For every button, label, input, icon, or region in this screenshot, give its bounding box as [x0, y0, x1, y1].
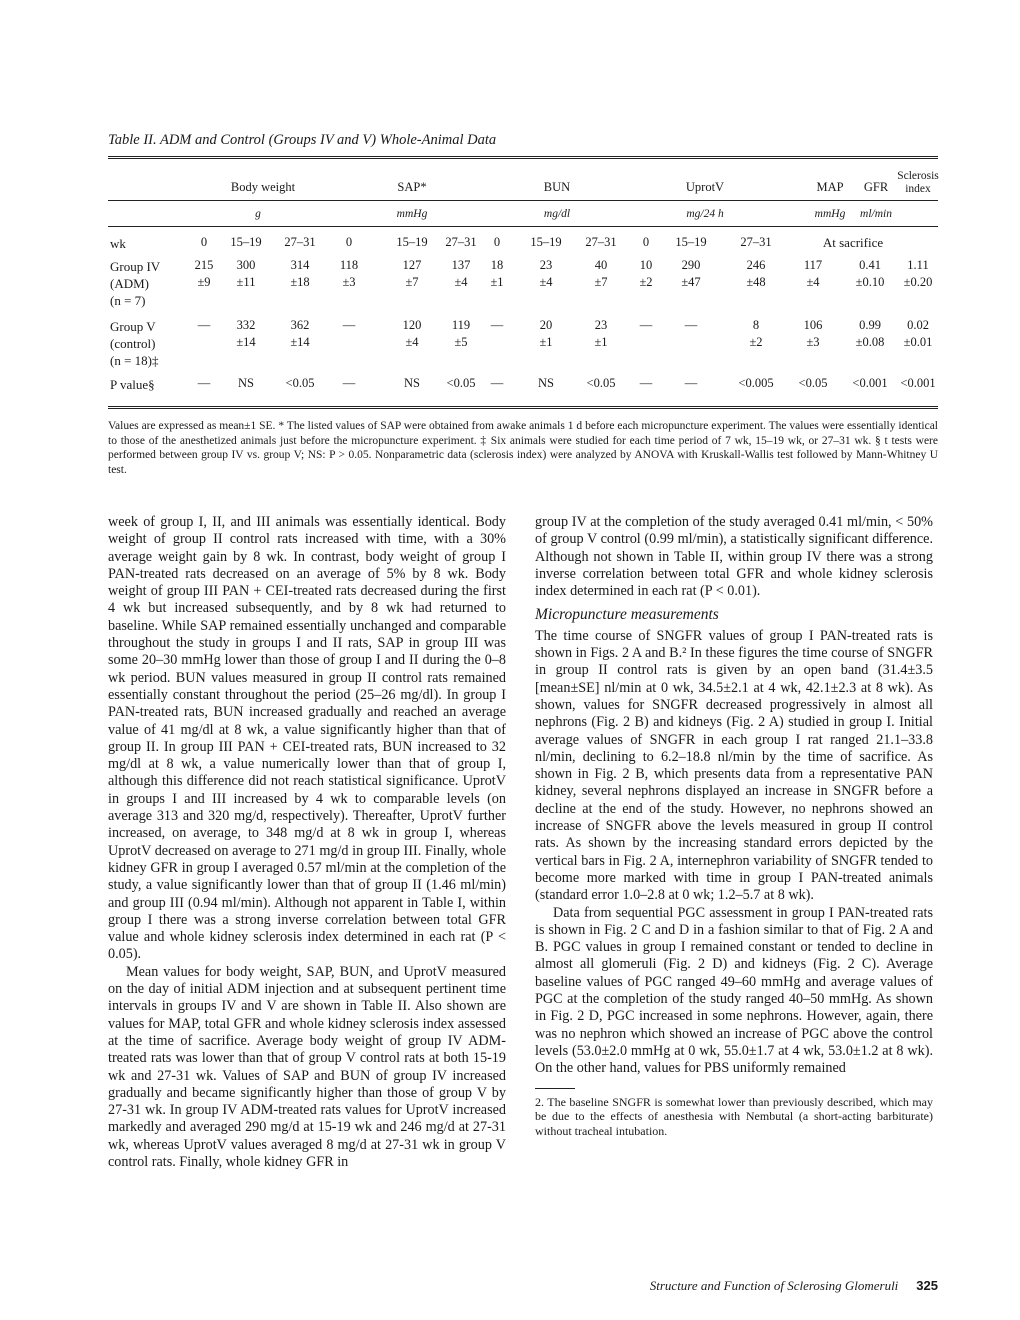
header-map: MAP: [816, 180, 844, 194]
pvalue-cell: NS: [538, 376, 554, 390]
header-body-weight: Body weight: [230, 180, 296, 194]
group-label-line: Group V: [110, 319, 156, 334]
footnote-rule: [535, 1088, 575, 1089]
se-cell: ±1: [539, 335, 553, 349]
table-bottom-rule-double: [108, 408, 938, 409]
table-notes: Values are expressed as mean±1 SE. * The listed values of SAP were obtained from awake animals 1 d before each micropuncture experiment. The values were essentially identical to those of the anesthetized animals just before the micropuncture experiment. ‡ Six animals were studied for each time period of 7 wk, 15–19 wk, or 27–31 wk. § t tests were performed between group IV vs. group V; NS: P > 0.05. Nonparametric data (sclerosis index) were analyzed by ANOVA with Kruskall-Wallis test followed by Mann-Whitney U test.: [108, 420, 938, 476]
mean-cell: 332: [236, 318, 256, 332]
se-cell: ±7: [594, 275, 608, 289]
group-label-line: (control): [110, 336, 156, 351]
mean-cell: 23: [539, 258, 553, 272]
se-cell: ±4: [806, 275, 820, 289]
pvalue-cell: —: [639, 376, 653, 390]
pvalue-cell: <0.05: [446, 376, 476, 390]
se-cell: ±4: [454, 275, 468, 289]
wk-cell: 0: [642, 235, 650, 249]
se-cell: ±2: [749, 335, 763, 349]
unit-bun: mg/dl: [543, 208, 571, 220]
se-cell: ±1: [594, 335, 608, 349]
unit-body-weight: g: [255, 208, 261, 220]
page-number: 325: [916, 1278, 938, 1293]
wk-cell: 27–31: [445, 235, 477, 249]
se-cell: ±0.10: [855, 275, 885, 289]
right-paragraph-1: group IV at the completion of the study averaged 0.41 ml/min, < 50% of group V control (0.99 ml/min), a statistically significant difference. Although not shown in Table II, within group IV there was a strong inverse correlation between total GFR and whole kidney sclerosis index determined in each rat (P < 0.01).: [535, 514, 933, 600]
table-top-rule-double: [108, 158, 938, 159]
mean-cell: 23: [594, 318, 608, 332]
wk-cell: 0: [345, 235, 353, 249]
wk-at-sacrifice: At sacrifice: [822, 235, 884, 250]
mean-cell: 106: [803, 318, 823, 332]
wk-cell: 15–19: [396, 235, 428, 249]
se-cell: ±48: [746, 275, 766, 289]
mean-cell: 8: [752, 318, 760, 332]
se-cell: ±47: [681, 275, 701, 289]
header-bun: BUN: [543, 180, 571, 194]
group-label-line: Group IV: [110, 259, 161, 274]
wk-cell: 15–19: [675, 235, 707, 249]
pvalue-cell: <0.001: [900, 376, 936, 390]
right-paragraph-2: The time course of SNGFR values of group I PAN-treated rats is shown in Figs. 2 A and B.² In these figures the time course of SNGFR in group II control rats is given by an open band (31.4±3.5 [mean±SE] nl/min at 0 wk, 34.5±2.1 at 4 wk, 42.1±2.3 at 8 wk). As shown, values for SNGFR decreased progressively in almost all nephrons (Fig. 2 B) and kidneys (Fig. 2 A) studied in group I. Initial average values of SNGFR in each group I rat ranged 21.1–33.8 nl/min, declining to 6.2–18.8 nl/min by the time of sacrifice. As shown in Fig. 2 B, which presents data from a representative PAN kidney, several nephrons displayed an increase in SNGFR before a decline at the end of the study. However, no nephrons showed an increase of SNGFR above the levels measured in group II control rats. As shown by the increasing standard errors depicted by the vertical bars in Fig. 2 A, internephron variability of SNGFR tended to become more marked with time in group I PAN-treated animals (standard error 1.0–2.8 at 0 wk; 1.2–5.7 at 8 wk).: [535, 627, 933, 904]
left-paragraph-1: week of group I, II, and III animals was essentially identical. Body weight of group II control rats increased with time, with a 30% average weight gain by 8 wk. In contrast, body weight of group I PAN-treated rats decreased on an average of 5% by 8 wk. Body weight of group III PAN + CEI-treated rats decreased during the first 4 wk but increased subsequently, and by 8 wk had returned to baseline. While SAP remained essentially unchanged and comparable throughout the study in groups I and II rats, SAP in group III was some 20–30 mmHg lower than those of group I and II during the 0–8 wk period. BUN values measured in group II control rats remained essentially constant throughout the period (25–26 mg/dl). In group I PAN-treated rats, BUN increased gradually and reached an average value of 41 mg/dl at 8 wk, a value significantly higher than that of group II. In group III PAN + CEI-treated rats, BUN increased to 32 mg/dl at 8 wk, a value numerically lower than that of group I, although this difference did not reach statistical significance. UprotV in groups I and III increased by 4 wk to comparable levels (on average 313 and 320 mg/d, respectively). Thereafter, UprotV further increased, on average, to 348 mg/d at 8 wk in group I, whereas UprotV decreased on average to 271 mg/d in group III. Finally, whole kidney GFR in group I averaged 0.57 ml/min at the completion of the study, a value significantly lower than that of group II (1.46 ml/min) and group III (0.94 ml/min). Although not apparent in Table I, within group I there was a strong inverse correlation between total GFR value and whole kidney sclerosis index determined in each rat (P < 0.05).: [108, 514, 506, 963]
pvalue-cell: —: [684, 376, 698, 390]
mean-cell: —: [684, 318, 698, 332]
pvalue-cell: NS: [238, 376, 254, 390]
table-caption: Table II. ADM and Control (Groups IV and V) Whole-Animal Data: [108, 132, 497, 148]
wk-cell: 0: [200, 235, 208, 249]
mean-cell: 362: [290, 318, 310, 332]
wk-cell: 15–19: [230, 235, 262, 249]
wk-cell: 0: [493, 235, 501, 249]
unit-gfr: ml/min: [860, 208, 892, 220]
unit-sap: mmHg: [396, 208, 428, 220]
se-cell: ±0.01: [903, 335, 933, 349]
mean-cell: 0.02: [907, 318, 929, 332]
right-column: [535, 514, 933, 1138]
mean-cell: 300: [236, 258, 256, 272]
pvalue-cell: <0.05: [798, 376, 828, 390]
table-header-rule: [108, 200, 938, 201]
pvalue-label: P value§: [110, 377, 155, 392]
se-cell: ±14: [290, 335, 310, 349]
se-cell: ±5: [454, 335, 468, 349]
mean-cell: 10: [639, 258, 653, 272]
section-heading: Micropuncture measurements: [535, 606, 719, 624]
left-paragraph-2: Mean values for body weight, SAP, BUN, and UprotV measured on the day of initial ADM injection and at subsequent pertinent time intervals in groups IV and V are shown in Table II. Also shown are values for MAP, total GFR and whole kidney sclerosis index assessed at the time of sacrifice. Average body weight of group IV ADM-treated rats was lower than that of group V control rats at both 15-19 wk and 27-31 wk. Values of SAP and BUN of group IV increased gradually and became significantly higher than those of group V by 27-31 wk. In group IV ADM-treated rats values for UprotV increased markedly and averaged 290 mg/d at 15-19 wk and 246 mg/d at 27-31 wk, whereas UprotV values averaged 8 mg/d at 27-31 wk in group V control rats. Finally, whole kidney GFR in: [108, 963, 506, 1170]
mean-cell: 215: [194, 258, 214, 272]
header-sap: SAP*: [397, 180, 427, 194]
pvalue-cell: <0.005: [738, 376, 774, 390]
group-label-line: (n = 18)‡: [110, 353, 159, 368]
mean-cell: 119: [451, 318, 471, 332]
group-label-line: (ADM): [110, 276, 149, 291]
header-gfr: GFR: [863, 180, 889, 194]
mean-cell: 118: [339, 258, 359, 272]
mean-cell: 117: [803, 258, 823, 272]
mean-cell: 120: [402, 318, 422, 332]
mean-cell: 1.11: [907, 258, 929, 272]
se-cell: ±11: [236, 275, 256, 289]
pvalue-cell: —: [490, 376, 504, 390]
se-cell: ±14: [236, 335, 256, 349]
unit-uprot: mg/24 h: [686, 208, 724, 220]
mean-cell: —: [342, 318, 356, 332]
mean-cell: 20: [539, 318, 553, 332]
mean-cell: 0.99: [859, 318, 881, 332]
se-cell: ±2: [639, 275, 653, 289]
group-label: [110, 318, 159, 369]
mean-cell: 18: [490, 258, 504, 272]
mean-cell: —: [197, 318, 211, 332]
wk-cell: 27–31: [585, 235, 617, 249]
wk-cell: 15–19: [530, 235, 562, 249]
se-cell: ±0.20: [903, 275, 933, 289]
header-sclerosis-line1: Sclerosis: [897, 170, 939, 182]
se-cell: ±7: [405, 275, 419, 289]
footnote: 2. The baseline SNGFR is somewhat lower than previously described, which may be due to the effects of anesthesia with Nembutal (a short-acting barbiturate) without tracheal intubation.: [535, 1094, 933, 1138]
mean-cell: —: [639, 318, 653, 332]
se-cell: ±9: [197, 275, 211, 289]
mean-cell: 314: [290, 258, 310, 272]
se-cell: ±4: [405, 335, 419, 349]
unit-map: mmHg: [814, 208, 846, 220]
se-cell: ±4: [539, 275, 553, 289]
mean-cell: 290: [681, 258, 701, 272]
wk-label: wk: [110, 236, 126, 251]
pvalue-cell: NS: [404, 376, 420, 390]
mean-cell: 127: [402, 258, 422, 272]
journal-running-title: Structure and Function of Sclerosing Glomeruli: [649, 1278, 899, 1293]
wk-cell: 27–31: [284, 235, 316, 249]
pvalue-cell: <0.05: [586, 376, 616, 390]
pvalue-cell: <0.001: [852, 376, 888, 390]
right-paragraph-3: Data from sequential PGC assessment in group I PAN-treated rats is shown in Fig. 2 C and D in a fashion similar to that of Fig. 2 A and B. PGC values in group I remained constant or tended to decline in almost all glomeruli (Fig. 2 D) and kidneys (Fig. 2 C). Average baseline values of PGC ranged 49–60 mmHg and average values of PGC at the completion of the study ranged 40–50 mmHg. As shown in Fig. 2 D, PGC increased in some nephrons. However, again, there was no nephron which showed an increase of PGC above the control levels (53.0±2.0 mmHg at 0 wk, 55.0±1.7 at 4 wk, 53.0±1.2 at 8 wk). On the other hand, values for PBS uniformly remained: [535, 904, 933, 1077]
group-label-line: (n = 7): [110, 293, 146, 308]
se-cell: ±1: [490, 275, 504, 289]
table-top-rule: [108, 156, 938, 157]
page-footer: [560, 1278, 938, 1294]
se-cell: ±18: [290, 275, 310, 289]
wk-cell: 27–31: [740, 235, 772, 249]
mean-cell: 40: [594, 258, 608, 272]
pvalue-cell: —: [197, 376, 211, 390]
se-cell: ±3: [806, 335, 820, 349]
se-cell: ±0.08: [855, 335, 885, 349]
table-bottom-rule: [108, 406, 938, 407]
group-label: [110, 258, 160, 309]
header-sclerosis-line2: index: [905, 183, 931, 195]
left-column: [108, 514, 506, 1171]
mean-cell: —: [490, 318, 504, 332]
pvalue-cell: <0.05: [285, 376, 315, 390]
table-units-rule: [108, 226, 938, 227]
mean-cell: 137: [451, 258, 471, 272]
header-uprot: UprotV: [685, 180, 725, 194]
se-cell: ±3: [342, 275, 356, 289]
pvalue-cell: —: [342, 376, 356, 390]
mean-cell: 0.41: [859, 258, 881, 272]
mean-cell: 246: [746, 258, 766, 272]
